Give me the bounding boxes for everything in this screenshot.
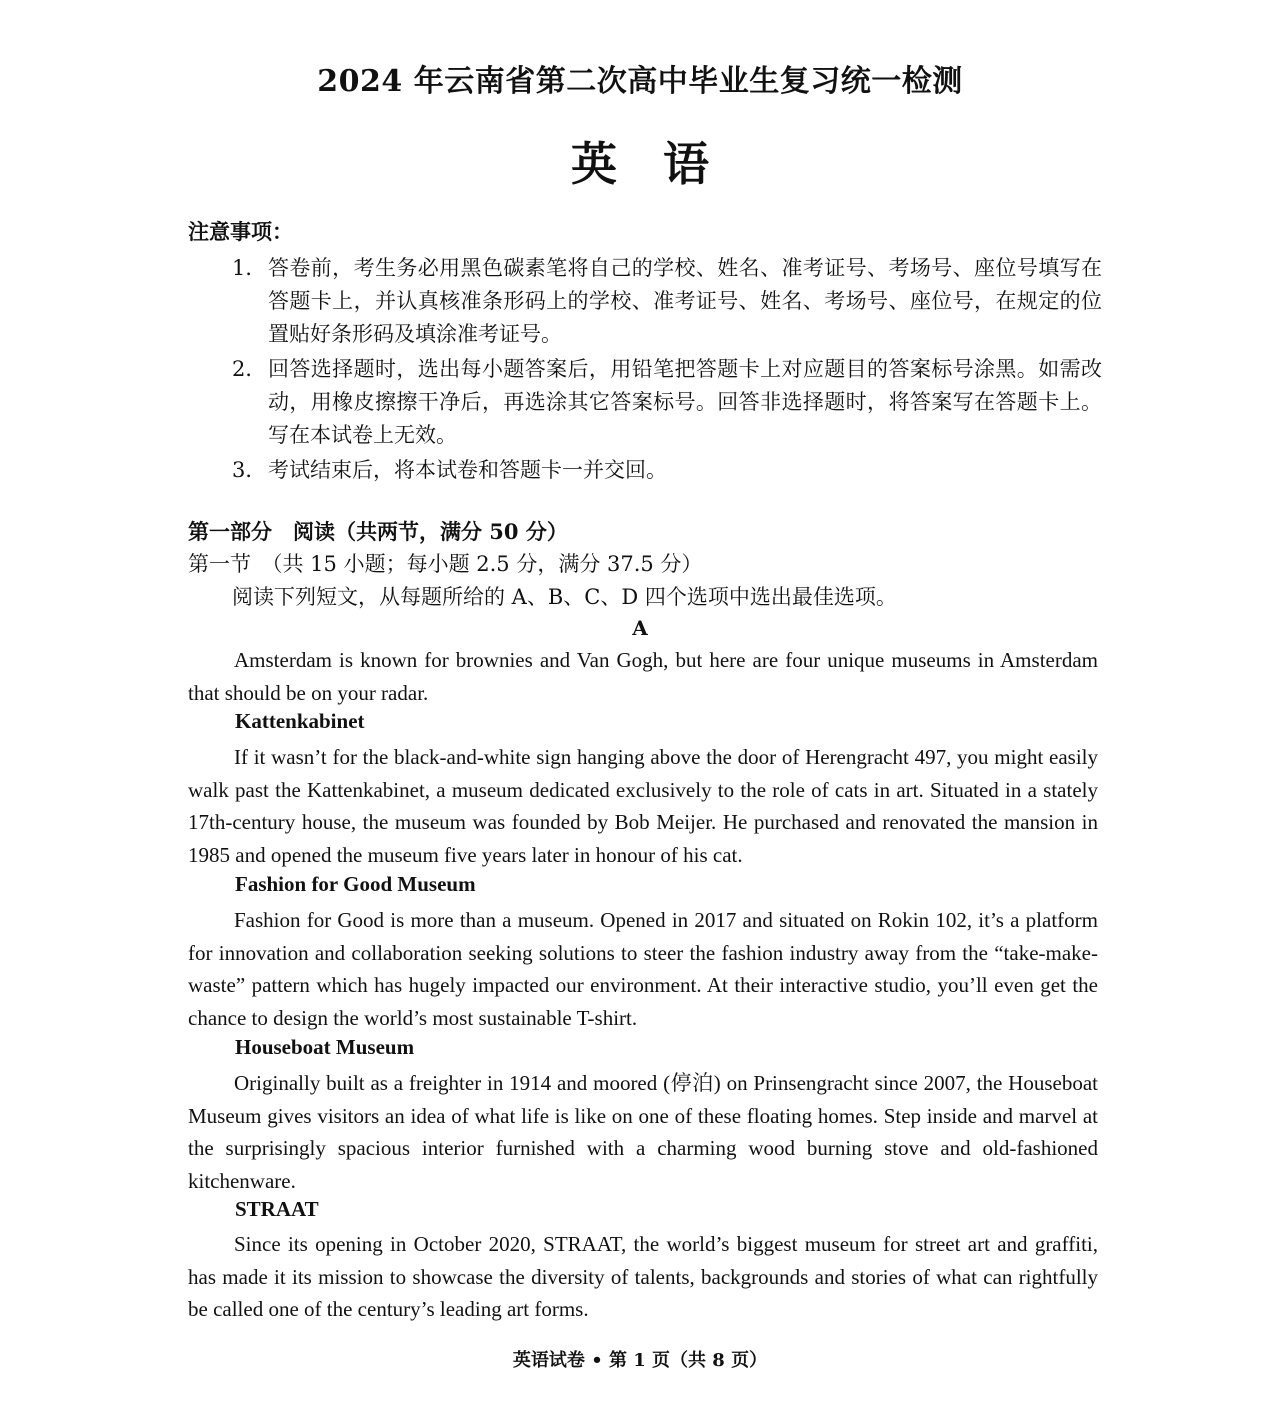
museum-heading: Houseboat Museum	[235, 1035, 415, 1059]
subject-title: 英语	[571, 137, 755, 191]
passage-intro: Amsterdam is known for brownies and Van Gogh, but here are four unique museums in Amsterdam that should be on your radar.	[188, 648, 1098, 705]
section-heading: 第一节 （共 15 小题；每小题 2.5 分，满分 37.5 分）	[188, 552, 703, 576]
note-item	[232, 252, 1102, 351]
note-text: 考试结束后，将本试卷和答题卡一并交回。	[268, 458, 667, 482]
museum-heading: Fashion for Good Museum	[235, 872, 476, 896]
note-item	[232, 454, 1102, 487]
notes-heading: 注意事项：	[188, 219, 293, 244]
museum-paragraph: Originally built as a freighter in 1914 and moored (停泊) on Prinsengracht since 2007, the Houseboat Museum gives visitors an idea of what life is like on one of these floating homes. Step inside and marvel at the surprisingly spacious interior furnished with a charming wood burning stove and old-fashioned kitchenware.	[188, 1071, 1098, 1193]
passage-label: A	[632, 616, 648, 640]
museum-paragraph: If it wasn’t for the black-and-white sign hanging above the door of Herengracht 497, you might easily walk past the Kattenkabinet, a museum dedicated exclusively to the role of cats in art. Situated in a stately 17th-century house, the museum was founded by Bob Meijer. He purchased and renovated the mansion in 1985 and opened the museum five years later in honour of his cat.	[188, 745, 1098, 867]
note-text: 答卷前，考生务必用黑色碳素笔将自己的学校、姓名、准考证号、考场号、座位号填写在答题卡上，并认真核准条形码上的学校、准考证号、姓名、考场号、座位号，在规定的位置贴好条形码及填涂准考证号。	[268, 256, 1102, 346]
museum-paragraph: Since its opening in October 2020, STRAAT, the world’s biggest museum for street art and graffiti, has made it its mission to showcase the diversity of talents, backgrounds and stories of what can rightfully be called one of the century’s leading art forms.	[188, 1232, 1098, 1321]
part-heading: 第一部分 阅读（共两节，满分 50 分）	[188, 519, 568, 544]
note-text: 回答选择题时，选出每小题答案后，用铅笔把答题卡上对应题目的答案标号涂黑。如需改动，用橡皮擦擦干净后，再选涂其它答案标号。回答非选择题时，将答案写在答题卡上。写在本试卷上无效。	[268, 357, 1102, 447]
note-number: 3．	[232, 458, 267, 482]
museum-heading: STRAAT	[235, 1197, 319, 1221]
note-number: 1．	[232, 256, 267, 280]
section-instruction: 阅读下列短文，从每题所给的 A、B、C、D 四个选项中选出最佳选项。	[232, 585, 897, 609]
note-item	[232, 353, 1102, 452]
page-footer: 英语试卷 • 第 1 页（共 8 页）	[512, 1350, 768, 1371]
exam-title: 2024 年云南省第二次高中毕业生复习统一检测	[317, 64, 963, 99]
museum-paragraph: Fashion for Good is more than a museum. Opened in 2017 and situated on Rokin 102, it’s a platform for innovation and collaboration seeking solutions to steer the fashion industry away from the “take-make-waste” pattern which has hugely impacted our environment. At their interactive studio, you’ll even get the chance to design the world’s most sustainable T-shirt.	[188, 908, 1098, 1030]
note-number: 2．	[232, 357, 267, 381]
museum-heading: Kattenkabinet	[235, 709, 365, 733]
